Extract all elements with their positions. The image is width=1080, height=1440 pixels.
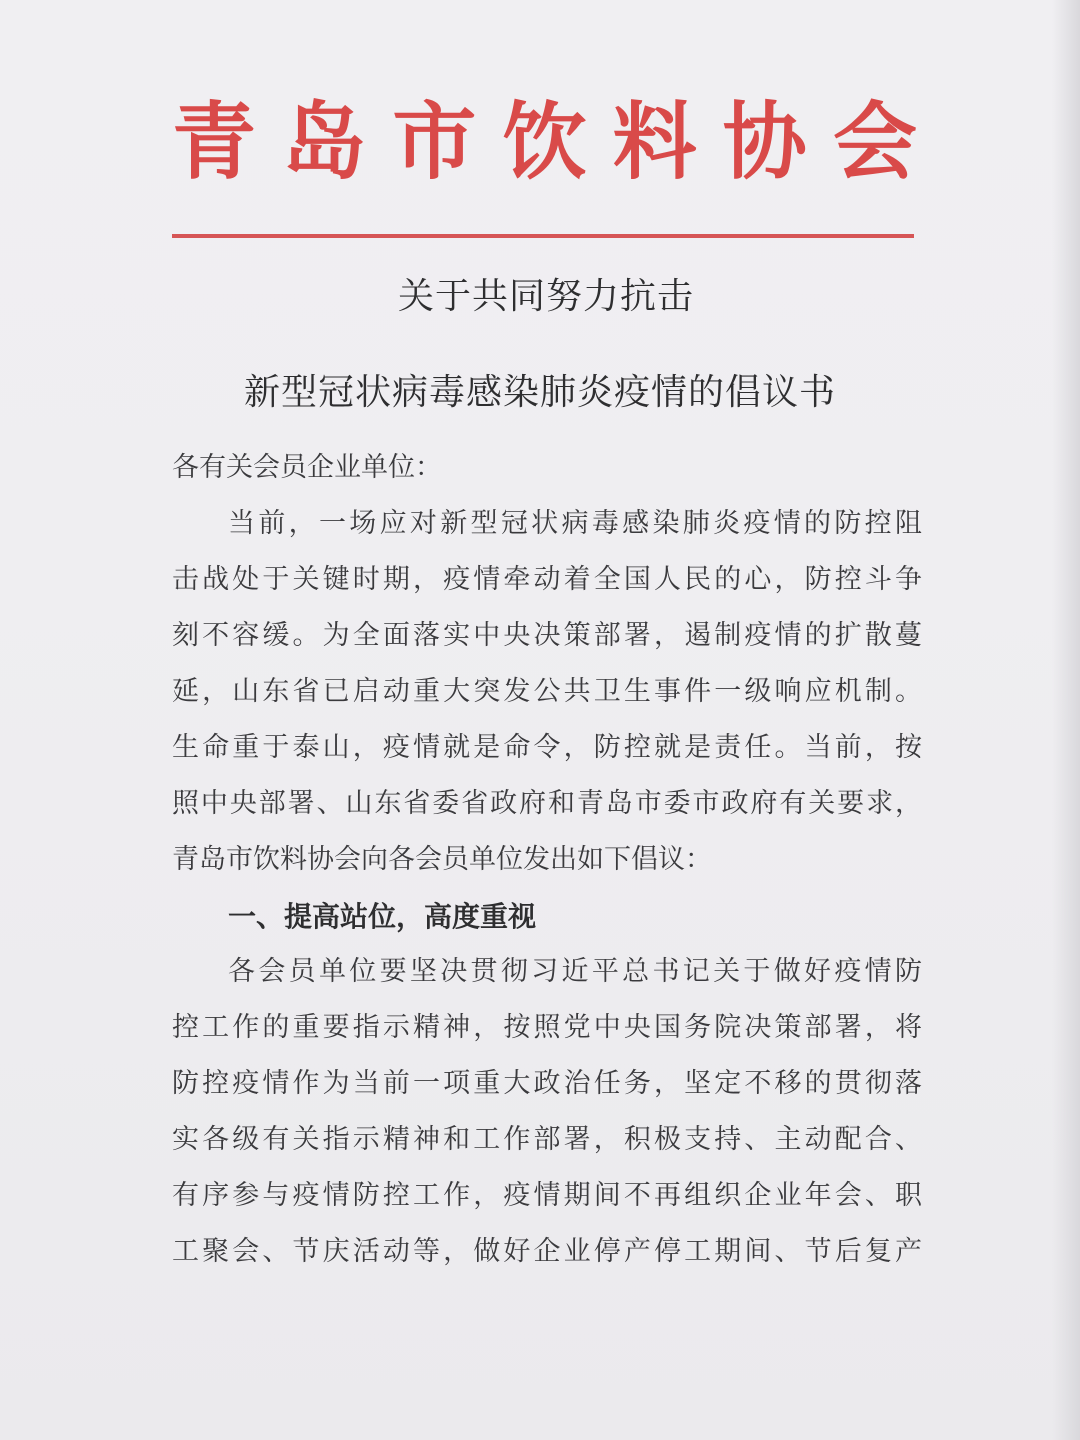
paragraph-line: 刻不容缓。为全面落实中央决策部署，遏制疫情的扩散蔓 (172, 620, 922, 651)
section-heading: 一、提高站位，高度重视 (228, 900, 537, 933)
salutation (172, 440, 922, 496)
document-title-line-1: 关于共同努力抗击 (397, 276, 694, 317)
letterhead-char: 料 (612, 92, 697, 191)
paragraph-line: 延，山东省已启动重大突发公共卫生事件一级响应机制。 (172, 676, 922, 707)
letterhead-char: 协 (722, 92, 807, 191)
salutation-text: 各有关会员企业单位： (172, 452, 442, 483)
letterhead-divider (172, 234, 914, 238)
letterhead-char: 市 (392, 92, 477, 191)
letterhead-char: 青 (172, 92, 257, 191)
letterhead-char: 岛 (282, 92, 367, 191)
paragraph-line: 实各级有关指示精神和工作部署，积极支持、主动配合、 (172, 1124, 922, 1155)
document-title-line-2: 新型冠状病毒感染肺炎疫情的倡议书 (243, 372, 836, 413)
paragraph-line: 青岛市饮料协会向各会员单位发出如下倡议： (172, 844, 712, 875)
page-edge-shadow (1052, 0, 1080, 1440)
organization-letterhead (172, 92, 917, 192)
paragraph-line: 生命重于泰山，疫情就是命令，防控就是责任。当前，按 (172, 732, 922, 763)
letterhead-char: 会 (832, 92, 917, 191)
section-1-paragraph (172, 944, 922, 1280)
paragraph-line: 各会员单位要坚决贯彻习近平总书记关于做好疫情防 (228, 956, 922, 987)
paragraph-line: 击战处于关键时期，疫情牵动着全国人民的心，防控斗争 (172, 564, 922, 595)
paragraph-line: 防控疫情作为当前一项重大政治任务，坚定不移的贯彻落 (172, 1068, 922, 1099)
letterhead-char: 饮 (502, 92, 587, 191)
intro-paragraph (172, 496, 922, 888)
paragraph-line: 工聚会、节庆活动等，做好企业停产停工期间、节后复产 (172, 1236, 922, 1267)
paragraph-line: 有序参与疫情防控工作，疫情期间不再组织企业年会、职 (172, 1180, 922, 1211)
paragraph-line: 控工作的重要指示精神，按照党中央国务院决策部署，将 (172, 1012, 922, 1043)
paragraph-line: 照中央部署、山东省委省政府和青岛市委市政府有关要求， (172, 788, 922, 819)
paragraph-line: 当前，一场应对新型冠状病毒感染肺炎疫情的防控阻 (228, 508, 922, 539)
